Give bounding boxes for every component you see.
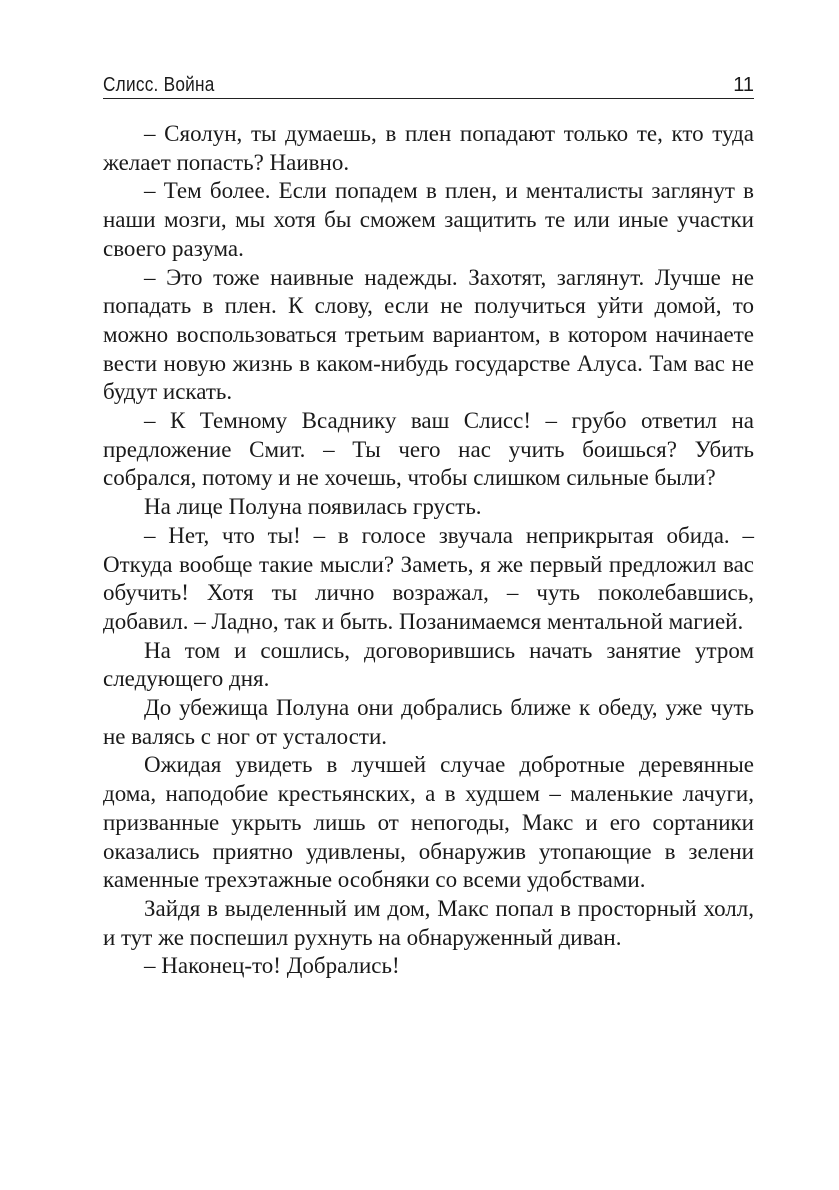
page-number: 11 [733, 74, 754, 96]
paragraph: – Это тоже наивные надежды. Захотят, заглянут. Лучше не попадать в плен. К слову, если не получиться уйти домой, то можно воспользоваться третьим вариантом, в котором начинаете вести новую жизнь в каком-нибудь государстве Алуса. Там вас не будут искать. [103, 264, 754, 405]
paragraph: – Сяолун, ты думаешь, в плен попадают только те, кто туда желает попасть? Наивно. [103, 121, 754, 175]
paragraph: На лице Полуна появилась грусть. [144, 494, 482, 520]
paragraph: На том и сошлись, договорившись начать занятие утром следующего дня. [103, 637, 754, 692]
paragraph: Ожидая увидеть в лучшей случае добротные деревянные дома, наподобие крестьянских, а в худшем – маленькие лачуги, призванные укрыть лишь от непогоды, Макс и его сортаники оказались приятно удивлены, обнаружив утопающие в зелени каменные трехэтажные особняки со всеми удобствами. [103, 752, 754, 893]
running-title: Слисс. Война [103, 74, 215, 96]
paragraph: – Тем более. Если попадем в плен, и менталисты заглянут в наши мозги, мы хотя бы сможем защитить те или иные участки своего разума. [103, 178, 754, 261]
paragraph: – Наконец-то! Добрались! [144, 953, 400, 979]
body-text [103, 120, 754, 981]
paragraph: До убежища Полуна они добрались ближе к обеду, уже чуть не валясь с ног от усталости. [103, 695, 754, 749]
paragraph: – Нет, что ты! – в голосе звучала неприкрытая обида. – Откуда вообще такие мысли? Заметь, я же первый предложил вас обучить! Хотя ты лично возражал, – чуть поколебавшись, добавил. – Ладно, так и быть. Позанимаемся ментальной магией. [103, 522, 754, 634]
page-header [103, 72, 754, 99]
paragraph: – К Темному Всаднику ваш Слисс! – грубо ответил на предложение Смит. – Ты чего нас учить боишься? Убить собрался, потому и не хочешь, чтобы слишком сильные были? [103, 408, 754, 491]
paragraph: Зайдя в выделенный им дом, Макс попал в просторный холл, и тут же поспешил рухнуть на обнаруженный диван. [103, 895, 754, 950]
